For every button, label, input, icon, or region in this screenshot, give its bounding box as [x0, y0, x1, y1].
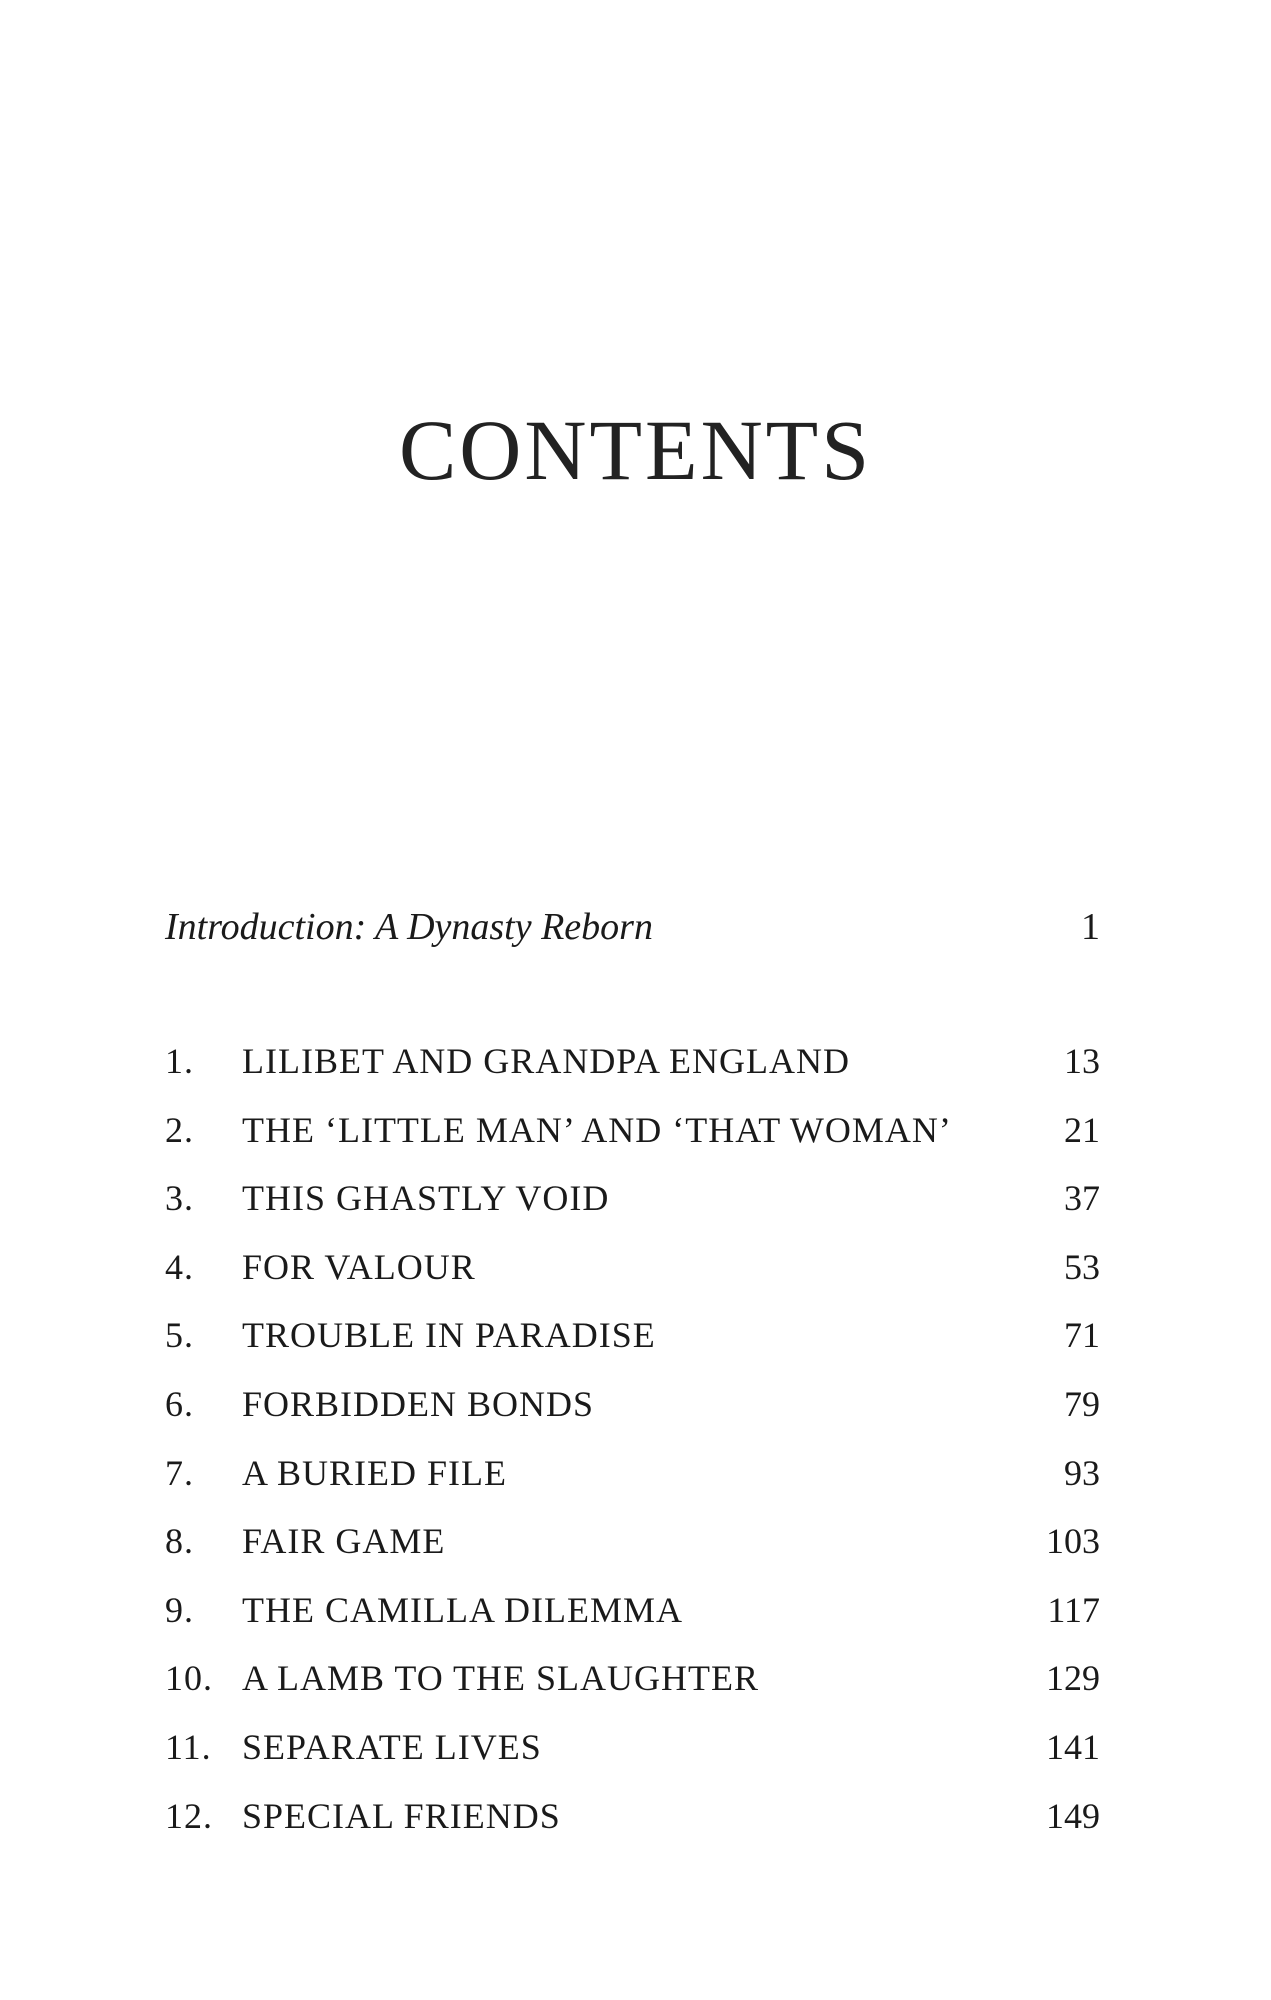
- chapter-title: THE CAMILLA DILEMMA: [242, 1589, 683, 1630]
- toc-entry[interactable]: [165, 1246, 1100, 1315]
- chapter-number: 3.: [165, 1178, 194, 1219]
- toc-entry[interactable]: [165, 1040, 1100, 1109]
- chapter-page-number: 103: [1046, 1521, 1100, 1562]
- chapter-number: 6.: [165, 1383, 194, 1424]
- toc-entry[interactable]: [165, 1109, 1100, 1178]
- chapter-number: 11.: [165, 1726, 212, 1767]
- chapter-title: THIS GHASTLY VOID: [242, 1178, 610, 1219]
- chapter-page-number: 149: [1046, 1795, 1100, 1836]
- chapter-page-number: 93: [1064, 1452, 1100, 1493]
- toc-entry[interactable]: [165, 1657, 1100, 1726]
- toc-entry[interactable]: [165, 1726, 1100, 1795]
- introduction-page-number: 1: [1081, 906, 1100, 948]
- chapter-title: FORBIDDEN BONDS: [242, 1383, 595, 1424]
- chapter-page-number: 13: [1064, 1041, 1100, 1081]
- chapter-title: FAIR GAME: [242, 1521, 446, 1562]
- toc-entry[interactable]: [165, 1795, 1100, 1864]
- chapter-title: SPECIAL FRIENDS: [242, 1795, 561, 1836]
- toc-entry[interactable]: [165, 1314, 1100, 1383]
- chapter-page-number: 117: [1047, 1589, 1100, 1630]
- toc-entry[interactable]: [165, 1383, 1100, 1452]
- chapter-number: 2.: [165, 1109, 194, 1150]
- chapter-number: 7.: [165, 1452, 194, 1493]
- chapter-page-number: 53: [1064, 1246, 1100, 1287]
- chapter-number: 4.: [165, 1246, 194, 1287]
- chapter-title: THE ‘LITTLE MAN’ AND ‘THAT WOMAN’: [242, 1109, 952, 1150]
- chapter-page-number: 79: [1064, 1383, 1100, 1424]
- chapter-title: A BURIED FILE: [242, 1452, 507, 1493]
- toc-introduction[interactable]: [165, 905, 1100, 965]
- chapter-number: 8.: [165, 1521, 194, 1562]
- chapter-number: 5.: [165, 1315, 194, 1356]
- toc-entry[interactable]: [165, 1177, 1100, 1246]
- chapter-number: 12.: [165, 1795, 213, 1836]
- chapter-title: LILIBET AND GRANDPA ENGLAND: [242, 1041, 851, 1081]
- chapter-title: SEPARATE LIVES: [242, 1726, 542, 1767]
- chapter-title: FOR VALOUR: [242, 1246, 476, 1287]
- chapter-title: TROUBLE IN PARADISE: [242, 1315, 656, 1356]
- chapter-page-number: 129: [1046, 1658, 1100, 1699]
- toc-entry[interactable]: [165, 1452, 1100, 1521]
- chapter-page-number: 21: [1064, 1109, 1100, 1150]
- chapter-number: 10.: [165, 1658, 213, 1699]
- chapter-page-number: 141: [1046, 1726, 1100, 1767]
- toc-entry[interactable]: [165, 1589, 1100, 1658]
- chapter-page-number: 71: [1064, 1315, 1100, 1356]
- page-title: CONTENTS: [398, 402, 873, 498]
- chapter-number: 9.: [165, 1589, 194, 1630]
- chapter-number: 1.: [165, 1041, 194, 1081]
- chapter-title: A LAMB TO THE SLAUGHTER: [242, 1658, 760, 1699]
- chapter-page-number: 37: [1064, 1178, 1100, 1219]
- introduction-label: Introduction: A Dynasty Reborn: [165, 906, 653, 948]
- toc-entry[interactable]: [165, 1520, 1100, 1589]
- table-of-contents: [165, 1040, 1100, 1863]
